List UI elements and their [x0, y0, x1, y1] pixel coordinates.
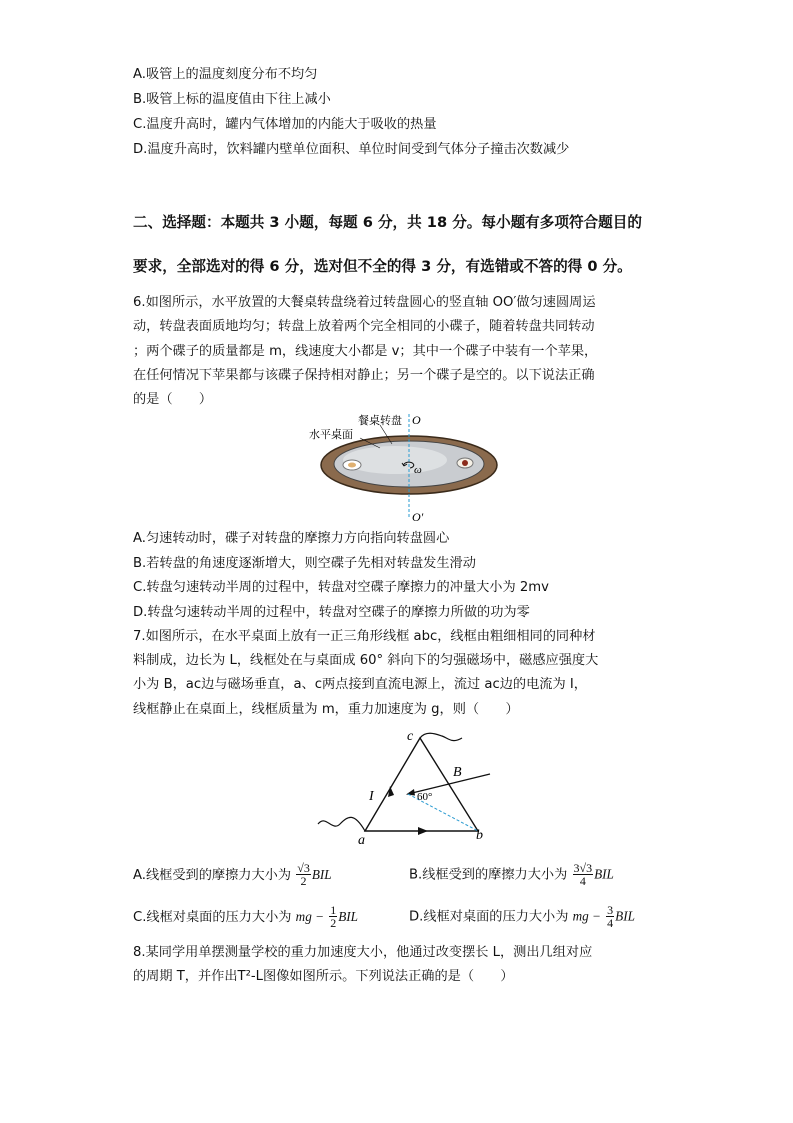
q5-option-c: C.温度升高时，罐内气体增加的内能大于吸收的热量 [133, 117, 437, 132]
q6-stem-line2: 动，转盘表面质地均匀；转盘上放着两个完全相同的小碟子，随着转盘共同转动 [133, 319, 595, 334]
q7-option-c: C.线框对桌面的压力大小为 mg − $\frac{1}{2}$ BIL [133, 903, 358, 930]
q6-stem-line4: 在任何情况下苹果都与该碟子保持相对静止；另一个碟子是空的。以下说法正确 [133, 368, 595, 383]
q8-stem-line2: 的周期 T，并作出T²-L图像如图所示。下列说法正确的是（ ） [133, 969, 514, 984]
fraction: $\frac{√3}{2}$ [297, 861, 310, 888]
vertex-b-label: b [476, 828, 483, 843]
q7-stem-line1: 7.如图所示，在水平桌面上放有一正三角形线框 abc，线框由粗细相同的同种材 [133, 629, 596, 644]
fraction: $\frac{3}{4}$ [607, 903, 614, 930]
triangle-abc [365, 738, 478, 831]
q5-option-a: A.吸管上的温度刻度分布不均匀 [133, 67, 318, 82]
q7-option-d: D.线框对桌面的压力大小为 mg − $\frac{3}{4}$ BIL [409, 903, 635, 930]
current-i-label: I [369, 789, 374, 804]
q6-stem-line3: ；两个碟子的质量都是 m，线速度大小都是 v；其中一个碟子中装有一个苹果， [133, 344, 598, 359]
q7-stem-line3: 小为 B，ac边与磁场垂直，a、c两点接到直流电源上，流过 ac边的电流为 I， [133, 677, 587, 692]
q7-stem-line2: 料制成，边长为 L，线框处在与桌面成 60° 斜向下的匀强磁场中，磁感应强度大 [133, 653, 599, 668]
turntable-figure [300, 408, 510, 526]
q6-option-d: D.转盘匀速转动半周的过程中，转盘对空碟子的摩擦力所做的功为零 [133, 605, 530, 620]
q7-options-row2 [133, 903, 635, 938]
axis-o-prime-label: O′ [412, 510, 424, 524]
q6-option-a: A.匀速转动时，碟子对转盘的摩擦力方向指向转盘圆心 [133, 531, 450, 546]
fraction: $\frac{3√3}{4}$ [573, 861, 593, 888]
q7-stem-line4: 线框静止在桌面上，线框质量为 m，重力加速度为 g，则（ ） [133, 702, 519, 717]
q6-stem-line5: 的是（ ） [133, 392, 213, 407]
q5-option-b: B.吸管上标的温度值由下往上减小 [133, 92, 331, 107]
q5-option-d: D.温度升高时，饮料罐内壁单位面积、单位时间受到气体分子撞击次数减少 [133, 142, 570, 157]
section2-heading-line1: 二、选择题：本题共 3 小题，每题 6 分，共 18 分。每小题有多项符合题目的 [133, 214, 642, 231]
vertex-a-label: a [358, 833, 365, 848]
omega-label: ω [414, 464, 422, 476]
triangle-frame-figure [310, 726, 505, 848]
lead-wire-c [420, 733, 462, 740]
q7-options-row1 [133, 861, 614, 896]
q6-option-c: C.转盘匀速转动半周的过程中，转盘对空碟子摩擦力的冲量大小为 2mv [133, 580, 549, 595]
axis-o-label: O [412, 413, 421, 427]
q6-option-b: B.若转盘的角速度逐渐增大，则空碟子先相对转盘发生滑动 [133, 556, 476, 571]
q7-option-a: A.线框受到的摩擦力大小为 $\frac{√3}{2}$ BIL [133, 861, 332, 888]
field-b-label: B [453, 765, 462, 780]
fraction: $\frac{1}{2}$ [330, 903, 337, 930]
lead-wire-a [318, 817, 365, 831]
section2-heading-line2: 要求，全部选对的得 6 分，选对但不全的得 3 分，有选错或不答的得 0 分。 [133, 258, 632, 275]
current-arrow-ab [418, 827, 428, 835]
table-label: 水平桌面 [309, 429, 353, 441]
angle-label: 60° [417, 791, 433, 803]
q6-stem-line1: 6.如图所示，水平放置的大餐桌转盘绕着过转盘圆心的竖直轴 OO′做匀速圆周运 [133, 295, 596, 310]
q8-stem-line1: 8.某同学用单摆测量学校的重力加速度大小，他通过改变摆长 L，测出几组对应 [133, 945, 593, 960]
vertex-c-label: c [407, 729, 414, 744]
turntable-label: 餐桌转盘 [358, 415, 402, 427]
q7-option-b: B.线框受到的摩擦力大小为 $\frac{3√3}{4}$ BIL [409, 861, 614, 888]
